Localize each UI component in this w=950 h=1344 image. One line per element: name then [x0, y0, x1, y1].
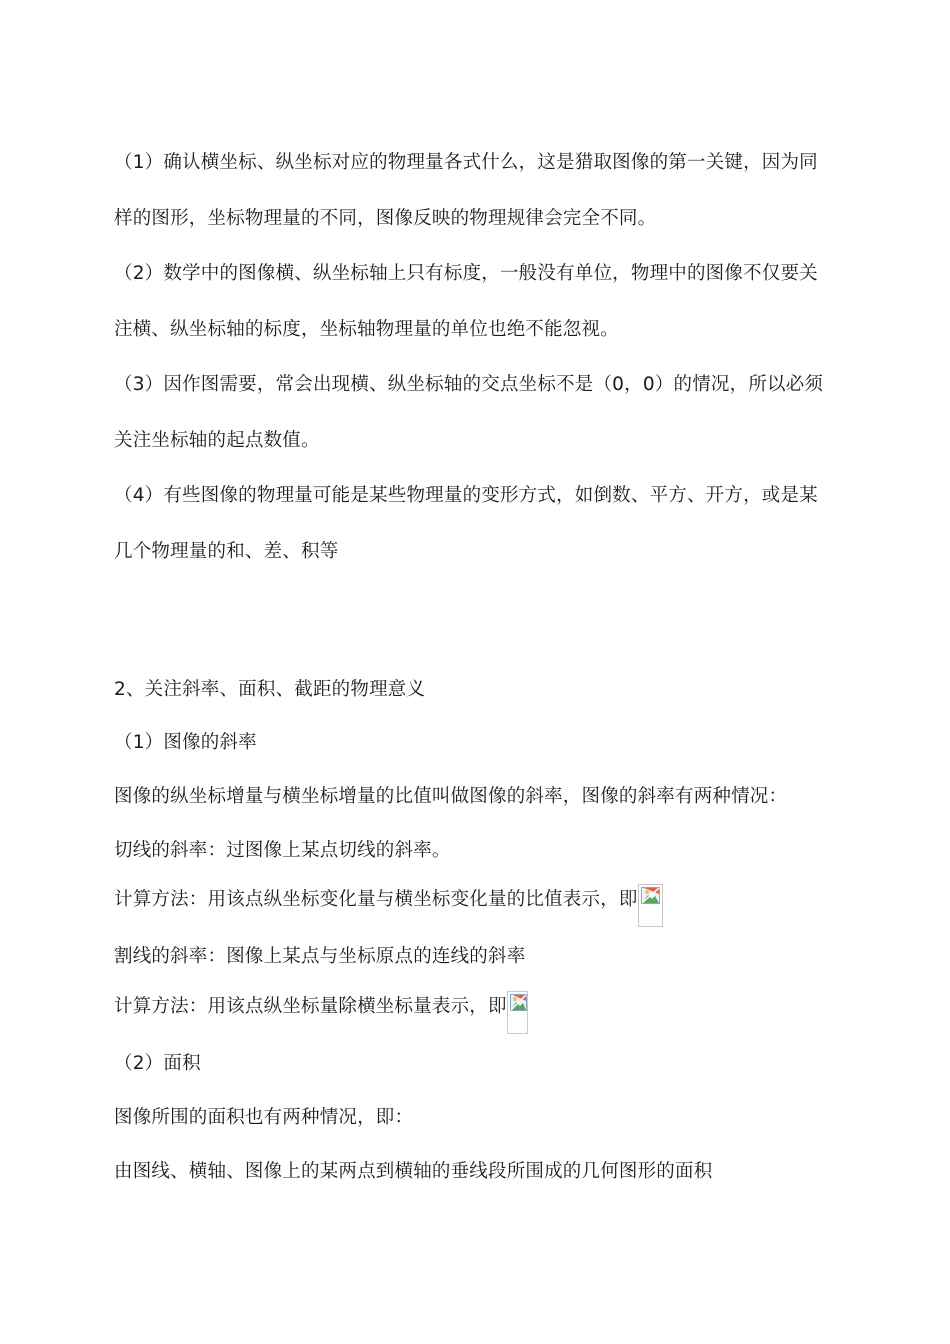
paragraph-4-line-2: 几个物理量的和、差、积等	[114, 541, 339, 562]
paragraph-1-line-1: （1）确认横坐标、纵坐标对应的物理量各式什么，这是猎取图像的第一关键，因为同	[114, 152, 818, 173]
paragraph-1-line-2: 样的图形，坐标物理量的不同，图像反映的物理规律会完全不同。	[114, 208, 657, 229]
slope-definition: 图像的纵坐标增量与横坐标增量的比值叫做图像的斜率，图像的斜率有两种情况：	[114, 786, 788, 807]
secant-calc-line	[114, 995, 528, 1034]
area-definition: 图像所围的面积也有两种情况，即：	[114, 1107, 414, 1128]
paragraph-3-line-1: （3）因作图需要，常会出现横、纵坐标轴的交点坐标不是（0，0）的情况，所以必须	[114, 374, 824, 395]
section-heading: 2、关注斜率、面积、截距的物理意义	[114, 679, 426, 700]
subsection-area-title: （2）面积	[114, 1053, 201, 1074]
area-case-1: 由图线、横轴、图像上的某两点到横轴的垂线段所围成的几何图形的面积	[114, 1161, 713, 1182]
tangent-slope: 切线的斜率：过图像上某点切线的斜率。	[114, 840, 451, 861]
tangent-calc-line	[114, 888, 663, 927]
tangent-calc-text: 计算方法：用该点纵坐标变化量与横坐标变化量的比值表示，即	[114, 889, 638, 910]
paragraph-2-line-1: （2）数学中的图像横、纵坐标轴上只有标度，一般没有单位，物理中的图像不仅要关	[114, 263, 818, 284]
paragraph-4-line-1: （4）有些图像的物理量可能是某些物理量的变形方式，如倒数、平方、开方，或是某	[114, 485, 818, 506]
broken-image-icon	[507, 991, 528, 1034]
secant-calc-text: 计算方法：用该点纵坐标量除横坐标量表示，即	[114, 996, 507, 1017]
paragraph-3-line-2: 关注坐标轴的起点数值。	[114, 430, 320, 451]
subsection-slope-title: （1）图像的斜率	[114, 732, 257, 753]
secant-slope: 割线的斜率：图像上某点与坐标原点的连线的斜率	[114, 946, 526, 967]
broken-image-icon	[638, 884, 663, 927]
paragraph-2-line-2: 注横、纵坐标轴的标度，坐标轴物理量的单位也绝不能忽视。	[114, 319, 619, 340]
